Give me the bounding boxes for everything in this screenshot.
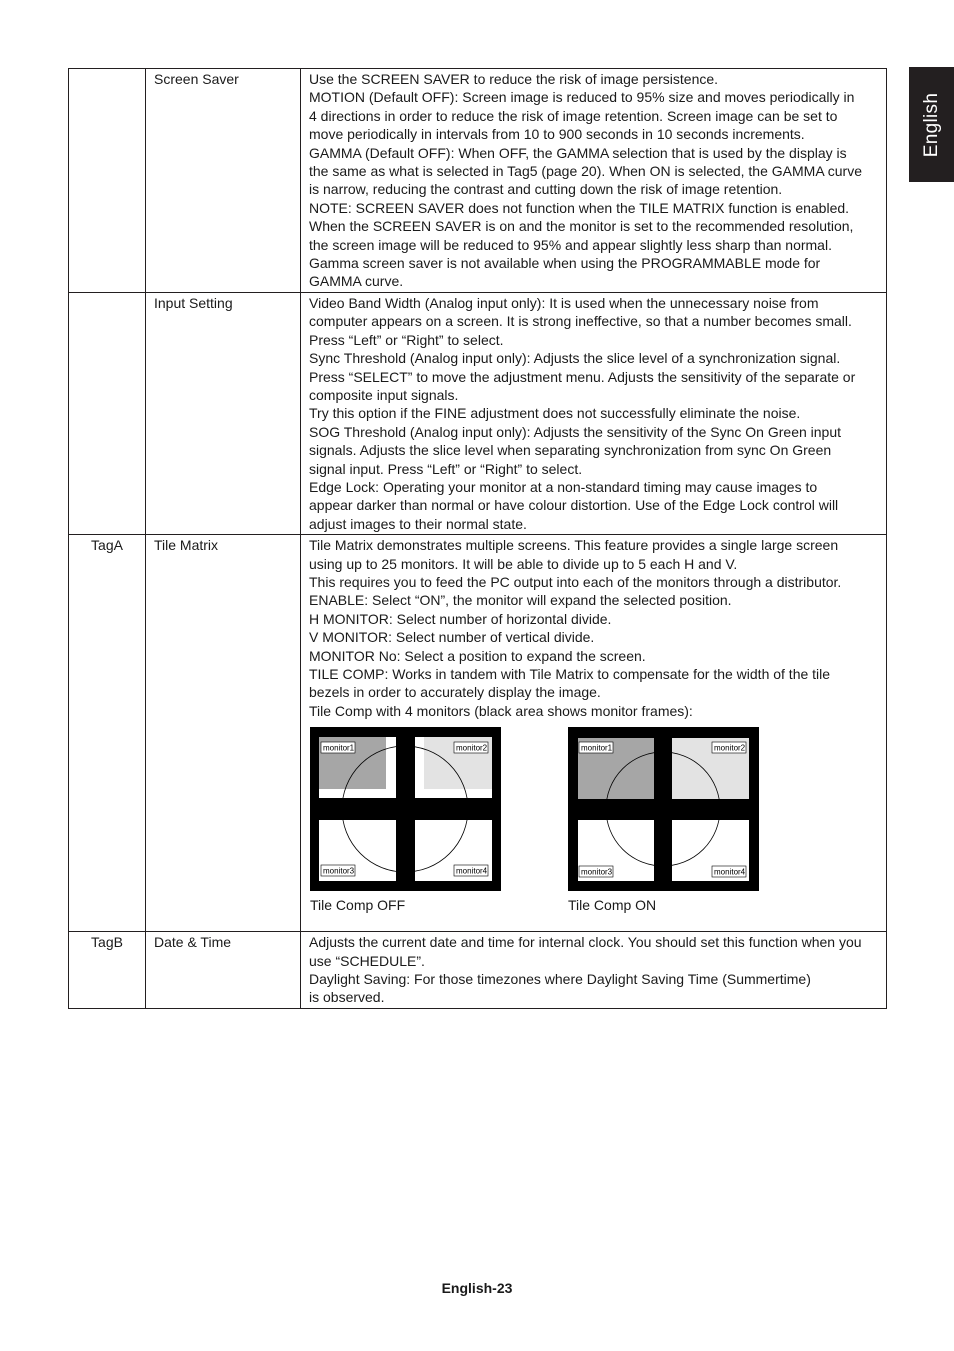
item-cell: Input Setting	[146, 292, 301, 534]
description-line: MOTION (Default OFF): Screen image is reduced to 95% size and moves periodically in	[309, 89, 855, 106]
description-line: NOTE: SCREEN SAVER does not function when the TILE MATRIX function is enabled.	[309, 199, 850, 216]
description-line: Tile Matrix demonstrates multiple screens. This feature provides a single large screen	[309, 537, 839, 554]
monitor-label: monitor3	[581, 867, 613, 877]
description-line: Use the SCREEN SAVER to reduce the risk of image persistence.	[309, 71, 719, 87]
description-line: is narrow, reducing the contrast and cutting down the risk of image retention.	[309, 181, 783, 198]
tag-cell: TagA	[69, 535, 146, 932]
item-cell: Tile Matrix	[146, 535, 301, 932]
description-line: ENABLE: Select “ON”, the monitor will expand the selected position.	[309, 592, 732, 609]
description-cell	[301, 69, 887, 293]
description-line: using up to 25 monitors. It will be able to divide up to 5 each H and V.	[309, 555, 738, 572]
table-row	[69, 932, 887, 1009]
description-line: move periodically in intervals from 10 to 900 seconds in 10 seconds increments.	[309, 126, 805, 143]
description-line: Tile Comp with 4 monitors (black area shows monitor frames):	[309, 702, 693, 719]
description-line: computer appears on a screen. It is strong ineffective, so that a number becomes small.	[309, 313, 852, 330]
description-line: signal input. Press “Left” or “Right” to select.	[309, 460, 583, 477]
description-line: the same as what is selected in Tag5 (page 20). When ON is selected, the GAMMA curve	[309, 163, 863, 180]
tag-cell	[69, 69, 146, 293]
tag-cell: TagB	[69, 932, 146, 1009]
monitor-label: monitor1	[581, 743, 613, 753]
item-cell: Screen Saver	[146, 69, 301, 293]
description-line: signals. Adjusts the slice level when separating synchronization from sync On Green	[309, 442, 832, 459]
description-line: Try this option if the FINE adjustment does not successfully eliminate the noise.	[309, 405, 801, 422]
language-tab	[909, 67, 954, 182]
description-line: 4 directions in order to reduce the risk of image retention. Screen image can be set to	[309, 107, 838, 124]
description-cell	[301, 292, 887, 534]
description-line: composite input signals.	[309, 386, 459, 403]
tile-comp-on-diagram	[568, 727, 759, 891]
description-line: MONITOR No: Select a position to expand the screen.	[309, 647, 646, 664]
description-cell	[301, 932, 887, 1009]
tile-comp-diagrams	[309, 720, 878, 930]
description-line: the screen image will be reduced to 95% and appear slightly less sharp than normal.	[309, 236, 832, 253]
description-line: Sync Threshold (Analog input only): Adjusts the slice level of a synchronization signal.	[309, 350, 841, 367]
description-line: Adjusts the current date and time for internal clock. You should set this function when you	[309, 934, 862, 951]
monitor-label: monitor4	[456, 866, 488, 876]
description-line: Press “Left” or “Right” to select.	[309, 331, 504, 348]
description-line: GAMMA (Default OFF): When OFF, the GAMMA selection that is used by the display is	[309, 144, 847, 161]
description-line: When the SCREEN SAVER is on and the monitor is set to the recommended resolution,	[309, 218, 854, 235]
description-line: use “SCHEDULE”.	[309, 952, 425, 969]
description-line: SOG Threshold (Analog input only): Adjusts the sensitivity of the Sync On Green input	[309, 423, 842, 440]
item-cell: Date & Time	[146, 932, 301, 1009]
monitor-label: monitor2	[456, 743, 488, 753]
description-line: This requires you to feed the PC output into each of the monitors through a distributor.	[309, 573, 842, 590]
monitor-label: monitor1	[323, 743, 355, 753]
monitor-label: monitor4	[714, 867, 746, 877]
monitor-label: monitor3	[323, 866, 355, 876]
description-line: bezels in order to accurately display the image.	[309, 684, 601, 701]
description-line: Daylight Saving: For those timezones where Daylight Saving Time (Summertime)	[309, 971, 811, 988]
tag-cell	[69, 292, 146, 534]
description-line: is observed.	[309, 989, 385, 1006]
description-line: GAMMA curve.	[309, 273, 404, 290]
description-line: TILE COMP: Works in tandem with Tile Matrix to compensate for the width of the tile	[309, 666, 831, 682]
table-row	[69, 69, 887, 293]
monitor-label: monitor2	[714, 743, 746, 753]
description-cell	[301, 535, 887, 932]
tile-comp-off-diagram	[310, 727, 501, 891]
language-tab-label: English	[920, 92, 942, 157]
table-row	[69, 292, 887, 534]
settings-table	[68, 68, 887, 1009]
description-line: Press “SELECT” to move the adjustment menu. Adjusts the sensitivity of the separate or	[309, 368, 856, 385]
description-line: Gamma screen saver is not available when using the PROGRAMMABLE mode for	[309, 255, 821, 272]
page-number: English-23	[441, 1280, 513, 1296]
description-line: adjust images to their normal state.	[309, 515, 527, 532]
description-line: Video Band Width (Analog input only): It is used when the unnecessary noise from	[309, 294, 819, 311]
description-line: Edge Lock: Operating your monitor at a non-standard timing may cause images to	[309, 478, 818, 495]
table-row	[69, 535, 887, 932]
description-line: H MONITOR: Select number of horizontal divide.	[309, 610, 612, 627]
tile-comp-on-caption: Tile Comp ON	[568, 897, 657, 914]
tile-comp-off-caption: Tile Comp OFF	[310, 897, 406, 914]
description-line: appear darker than normal or have colour distortion. Use of the Edge Lock control will	[309, 497, 839, 514]
description-line: V MONITOR: Select number of vertical divide.	[309, 629, 595, 646]
